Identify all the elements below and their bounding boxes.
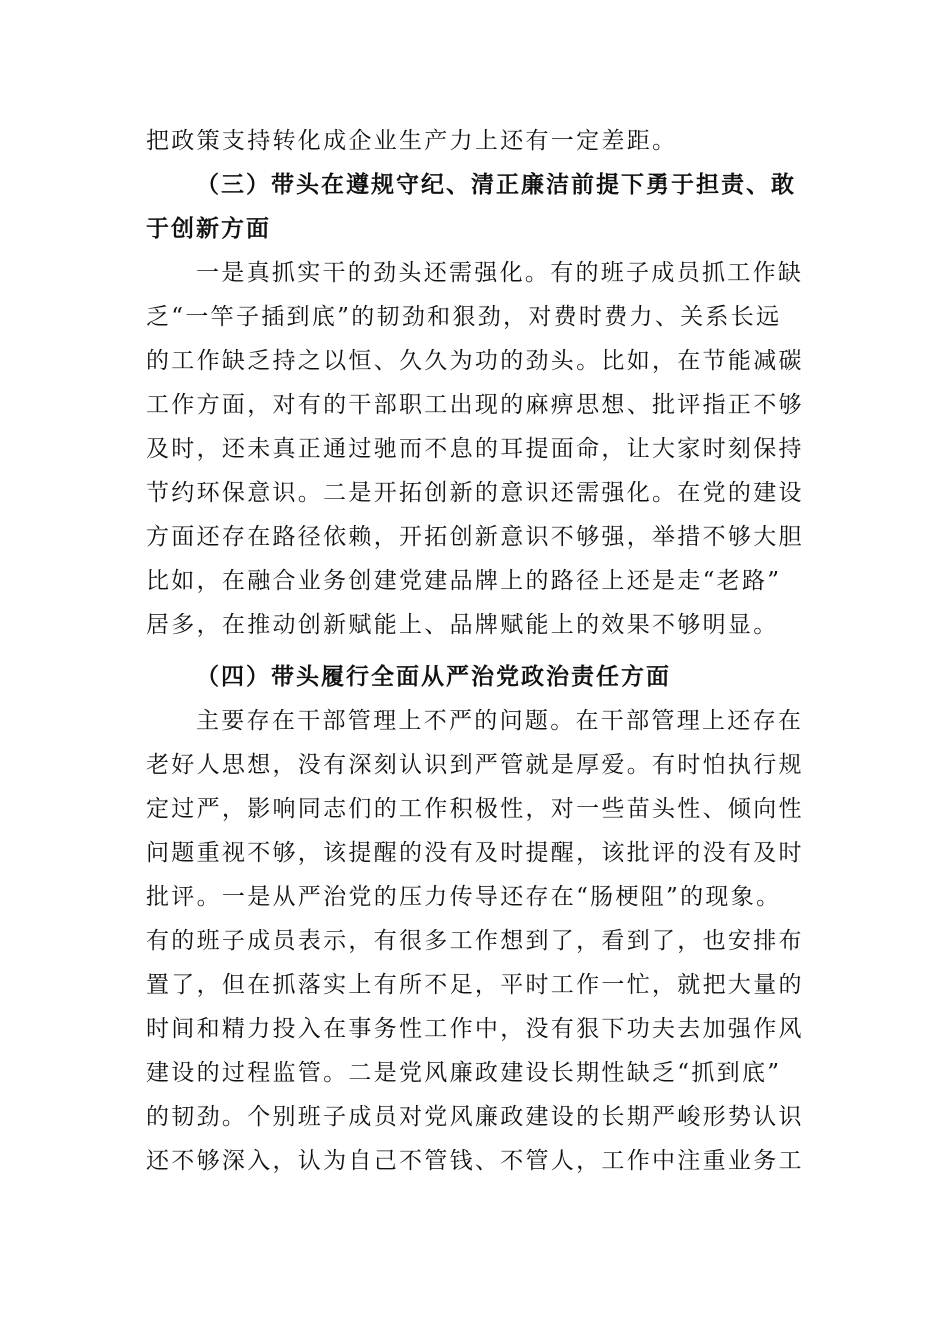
paragraph-line: 定过严，影响同志们的工作积极性，对一些苗头性、倾向性: [146, 796, 804, 822]
paragraph-line: 的韧劲。个别班子成员对党风廉政建设的长期严峻形势认识: [146, 1104, 804, 1130]
section-heading-4: （四）带头履行全面从严治党政治责任方面: [196, 664, 671, 690]
paragraph-line: 批评。一是从严治党的压力传导还存在“肠梗阻”的现象。: [146, 884, 782, 910]
paragraph-line: 有的班子成员表示，有很多工作想到了，看到了，也安排布: [146, 928, 804, 954]
paragraph-line: 比如，在融合业务创建党建品牌上的路径上还是走“老路”: [146, 568, 782, 594]
paragraph-line: 工作方面，对有的干部职工出现的麻痹思想、批评指正不够: [146, 392, 804, 418]
paragraph-line: 建设的过程监管。二是党风廉政建设长期性缺乏“抓到底”: [146, 1060, 782, 1086]
paragraph-line: 主要存在干部管理上不严的问题。在干部管理上还存在: [196, 708, 804, 734]
paragraph-line: 置了，但在抓落实上有所不足，平时工作一忙，就把大量的: [146, 972, 804, 998]
paragraph-line: 一是真抓实干的劲头还需强化。有的班子成员抓工作缺: [196, 260, 804, 286]
paragraph-line: 问题重视不够，该提醒的没有及时提醒，该批评的没有及时: [146, 840, 804, 866]
paragraph-line: 时间和精力投入在事务性工作中，没有狠下功夫去加强作风: [146, 1016, 804, 1042]
paragraph-line: 节约环保意识。二是开拓创新的意识还需强化。在党的建设: [146, 480, 804, 506]
paragraph-line: 方面还存在路径依赖，开拓创新意识不够强，举措不够大胆: [146, 524, 804, 550]
section-heading-3-continued: 于创新方面: [146, 216, 271, 242]
paragraph-line: 的工作缺乏持之以恒、久久为功的劲头。比如，在节能减碳: [146, 348, 804, 374]
paragraph-line: 及时，还未真正通过驰而不息的耳提面命，让大家时刻保持: [146, 436, 804, 462]
paragraph-line: 居多，在推动创新赋能上、品牌赋能上的效果不够明显。: [146, 612, 779, 638]
paragraph-line: 乏“一竿子插到底”的韧劲和狠劲，对费时费力、关系长远: [146, 304, 782, 330]
section-heading-3: （三）带头在遵规守纪、清正廉洁前提下勇于担责、敢: [196, 172, 796, 198]
paragraph-line: 老好人思想，没有深刻认识到严管就是厚爱。有时怕执行规: [146, 752, 804, 778]
paragraph-line: 还不够深入，认为自己不管钱、不管人，工作中注重业务工: [146, 1148, 804, 1174]
body-text-line: 把政策支持转化成企业生产力上还有一定差距。: [146, 128, 678, 154]
